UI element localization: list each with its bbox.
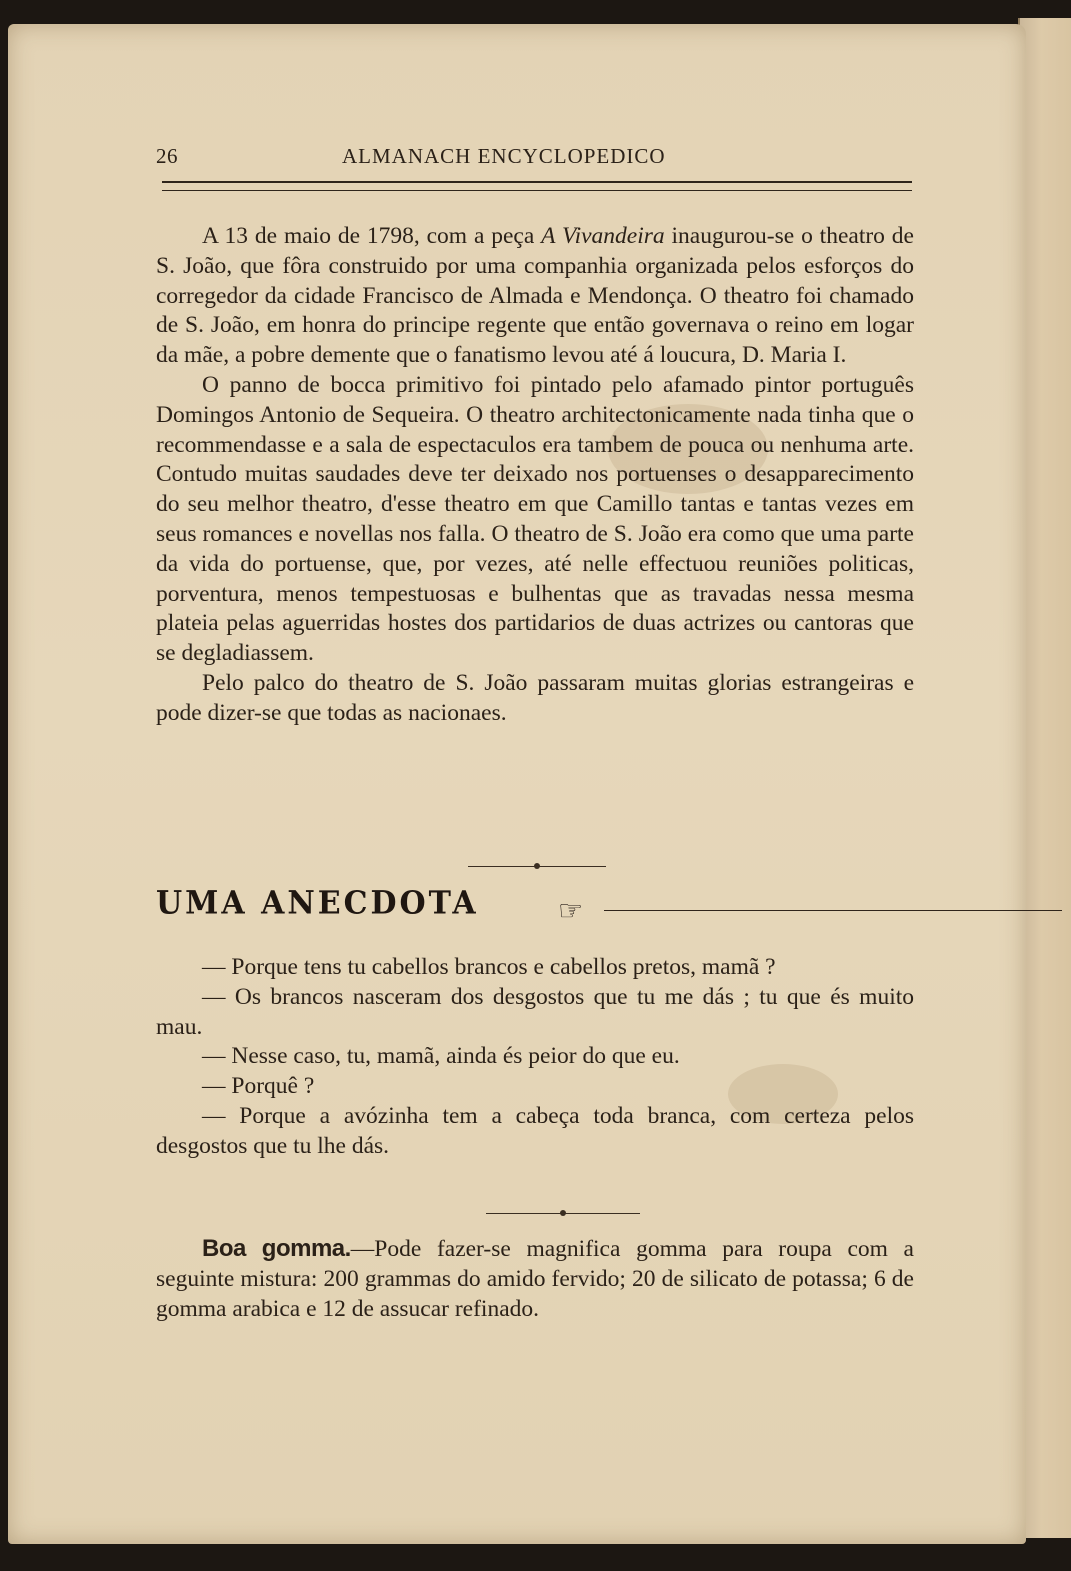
paragraph-3: Pelo palco do theatro de S. João passaram muitas glorias estrangeiras e pode dizer-se que todas as nacionaes. xyxy=(156,669,914,726)
page-number: 26 xyxy=(156,144,178,168)
pointing-hand-icon: ☞ xyxy=(558,896,584,927)
ornamental-separator xyxy=(468,866,606,867)
page-header xyxy=(150,140,915,174)
dialogue-line: — Nesse caso, tu, mamã, ainda és peior do que eu. xyxy=(202,1043,680,1070)
recipe-text: —Pode fazer-se magnifica gomma para roupa com a seguinte mistura: 200 grammas do amido fervido; 20 de silicato de potassa; 6 de gomma arabica e 12 de assucar refinado. xyxy=(156,1236,914,1322)
anecdote-body xyxy=(156,953,914,1162)
dialogue-line: — Porque tens tu cabellos brancos e cabellos pretos, mamã ? xyxy=(202,954,776,980)
recipe-title: Boa gomma. xyxy=(202,1235,351,1262)
paragraph-1 xyxy=(156,222,914,371)
article-body xyxy=(156,222,914,729)
paragraph-1-text-cont: inaugurou-se o theatro de S. João, que fôra construido por uma companhia organizada pelos esforços do corregedor da cidade Francisco de Almada e Mendonça. O theatro foi chamado de S. João, em honra do principe regente que então governava o reino em logar da mãe, a pobre demente que o fanatismo levou até á loucura, D. Maria I. xyxy=(156,223,914,369)
dialogue-line: — Os brancos nasceram dos desgostos que tu me dás ; tu que és muito mau. xyxy=(156,983,914,1040)
heading-rule xyxy=(604,910,1062,911)
header-rule xyxy=(162,181,912,191)
ornamental-separator xyxy=(486,1213,640,1214)
running-head: ALMANACH ENCYCLOPEDICO xyxy=(342,144,666,168)
dialogue-line: — Porquê ? xyxy=(202,1073,315,1100)
paragraph-1-text: A 13 de maio de 1798, com a peça xyxy=(202,223,542,249)
section-heading xyxy=(156,886,914,926)
play-title: A Vivandeira xyxy=(541,223,665,249)
recipe-body xyxy=(156,1234,914,1324)
paragraph-2: O panno de bocca primitivo foi pintado pelo afamado pintor português Domingos Antonio de Sequeira. O theatro architectonicamente nada tinha que o recommendasse e a sala de espectaculos era tambem de pouca ou nenhuma arte. Contudo muitas saudades deve ter deixado nos portuenses o desapparecimento do seu melhor theatro, d'esse theatro em que Camillo tantas e tantas vezes em seus romances e novellas nos falla. O theatro de S. João era como que uma parte da vida do portuense, que, por vezes, até nelle effectuou reuniões politicas, porventura, menos tempestuosas e bulhentas que as travadas nessa mesma plateia pelas aguerridas hostes dos partidarios de duas actrizes ou cantoras que se degladiassem. xyxy=(156,371,914,667)
recipe-paragraph xyxy=(156,1234,914,1324)
dialogue-line: — Porque a avózinha tem a cabeça toda branca, com certeza pelos desgostos que tu lhe dás. xyxy=(156,1102,914,1159)
section-title: UMA ANECDOTA xyxy=(156,885,479,922)
